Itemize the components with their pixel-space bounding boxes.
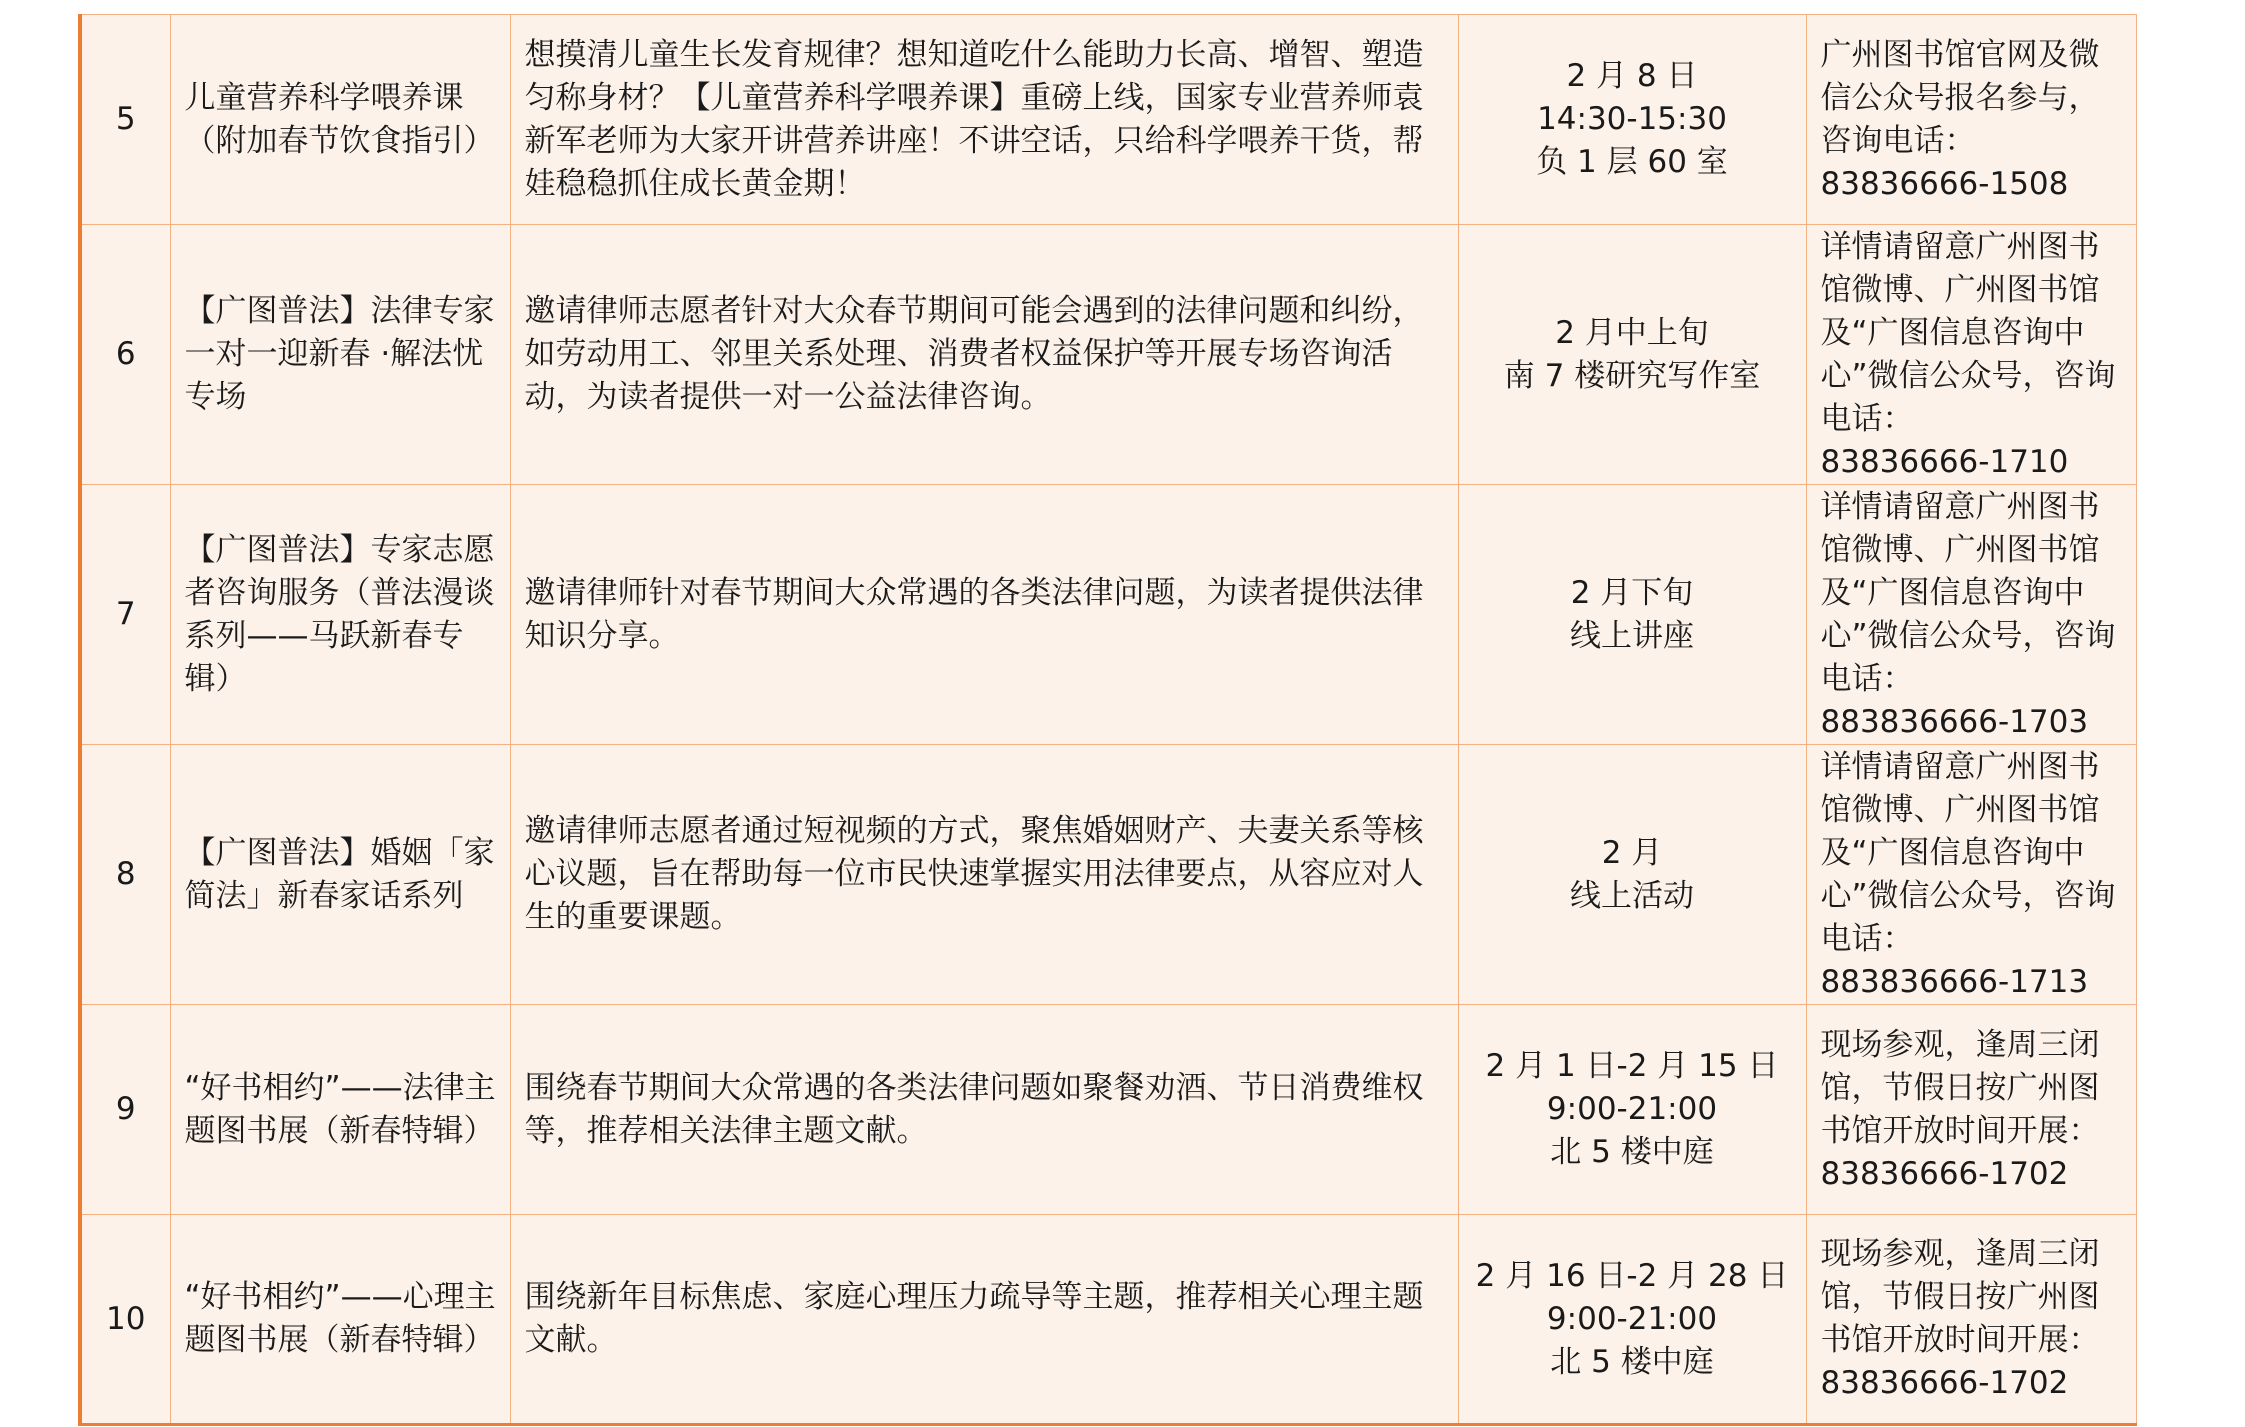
event-description: 邀请律师志愿者针对大众春节期间可能会遇到的法律问题和纠纷，如劳动用工、邻里关系处理、消费者权益保护等开展专场咨询活动，为读者提供一对一公益法律咨询。 xyxy=(510,225,1458,485)
event-name: “好书相约”——法律主题图书展（新春特辑） xyxy=(170,1005,510,1215)
row-number: 5 xyxy=(80,15,170,225)
table-row xyxy=(80,225,2136,485)
table-row xyxy=(80,485,2136,745)
event-contact: 详情请留意广州图书馆微博、广州图书馆及“广图信息咨询中心”微信公众号，咨询电话： 883836666-1703 xyxy=(1806,485,2136,745)
event-time-location: 2 月 8 日 14:30-15:30 负 1 层 60 室 xyxy=(1458,15,1806,225)
event-contact: 详情请留意广州图书馆微博、广州图书馆及“广图信息咨询中心”微信公众号，咨询电话： 83836666-1710 xyxy=(1806,225,2136,485)
event-name: 儿童营养科学喂养课（附加春节饮食指引） xyxy=(170,15,510,225)
event-name: 【广图普法】专家志愿者咨询服务（普法漫谈系列——马跃新春专辑） xyxy=(170,485,510,745)
event-name: “好书相约”——心理主题图书展（新春特辑） xyxy=(170,1215,510,1425)
event-contact: 现场参观，逢周三闭馆，节假日按广州图书馆开放时间开展： 83836666-1702 xyxy=(1806,1215,2136,1425)
event-time-location: 2 月 16 日-2 月 28 日 9:00-21:00 北 5 楼中庭 xyxy=(1458,1215,1806,1425)
event-time-location: 2 月 线上活动 xyxy=(1458,745,1806,1005)
event-name: 【广图普法】法律专家一对一迎新春 ·解法忧专场 xyxy=(170,225,510,485)
table-row xyxy=(80,745,2136,1005)
table-row xyxy=(80,15,2136,225)
row-number: 9 xyxy=(80,1005,170,1215)
event-contact: 现场参观，逢周三闭馆，节假日按广州图书馆开放时间开展： 83836666-1702 xyxy=(1806,1005,2136,1215)
row-number: 6 xyxy=(80,225,170,485)
event-description: 围绕新年目标焦虑、家庭心理压力疏导等主题，推荐相关心理主题文献。 xyxy=(510,1215,1458,1425)
event-description: 邀请律师针对春节期间大众常遇的各类法律问题，为读者提供法律知识分享。 xyxy=(510,485,1458,745)
table-row xyxy=(80,1005,2136,1215)
event-time-location: 2 月中上旬 南 7 楼研究写作室 xyxy=(1458,225,1806,485)
event-description: 围绕春节期间大众常遇的各类法律问题如聚餐劝酒、节日消费维权等，推荐相关法律主题文献。 xyxy=(510,1005,1458,1215)
row-number: 7 xyxy=(80,485,170,745)
row-number: 10 xyxy=(80,1215,170,1425)
event-time-location: 2 月下旬 线上讲座 xyxy=(1458,485,1806,745)
table-row xyxy=(80,1215,2136,1425)
row-number: 8 xyxy=(80,745,170,1005)
event-name: 【广图普法】婚姻「家简法」新春家话系列 xyxy=(170,745,510,1005)
event-description: 想摸清儿童生长发育规律？想知道吃什么能助力长高、增智、塑造匀称身材？【儿童营养科学喂养课】重磅上线，国家专业营养师袁新军老师为大家开讲营养讲座！不讲空话，只给科学喂养干货，帮娃稳稳抓住成长黄金期！ xyxy=(510,15,1458,225)
events-table xyxy=(78,14,2137,1426)
event-contact: 详情请留意广州图书馆微博、广州图书馆及“广图信息咨询中心”微信公众号，咨询电话： 883836666-1713 xyxy=(1806,745,2136,1005)
event-time-location: 2 月 1 日-2 月 15 日 9:00-21:00 北 5 楼中庭 xyxy=(1458,1005,1806,1215)
event-description: 邀请律师志愿者通过短视频的方式，聚焦婚姻财产、夫妻关系等核心议题，旨在帮助每一位市民快速掌握实用法律要点，从容应对人生的重要课题。 xyxy=(510,745,1458,1005)
event-contact: 广州图书馆官网及微信公众号报名参与，咨询电话： 83836666-1508 xyxy=(1806,15,2136,225)
